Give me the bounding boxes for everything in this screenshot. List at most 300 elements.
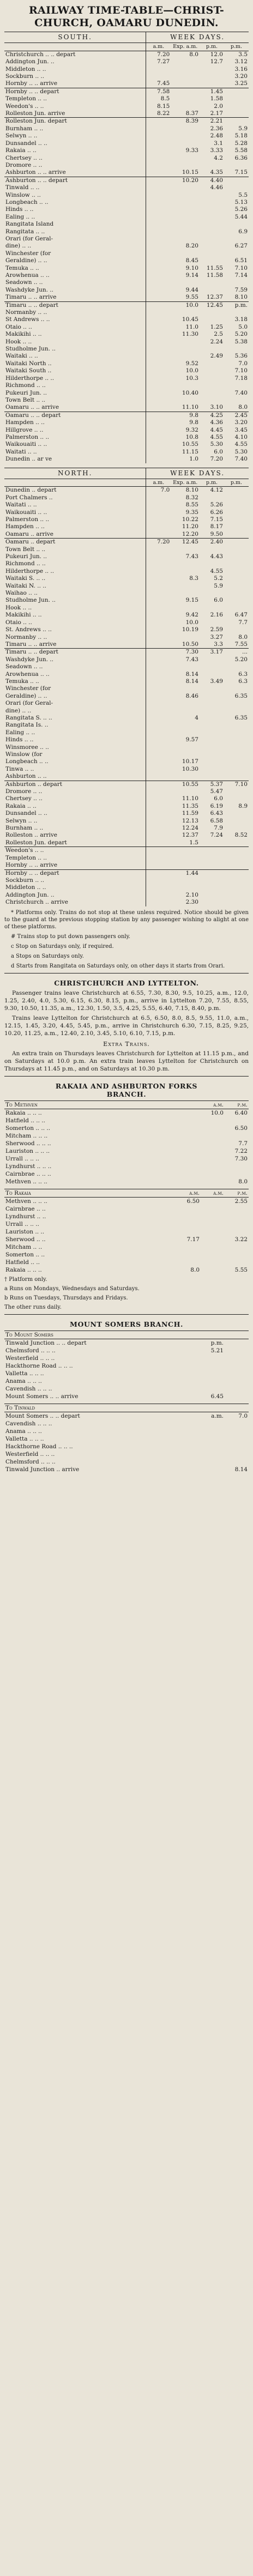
- north-time: 9.15: [185, 597, 198, 604]
- south-time: [146, 441, 171, 448]
- south-time: [171, 95, 200, 102]
- north-station: Templeton .. ..: [4, 855, 146, 862]
- south-row: [4, 192, 249, 199]
- north-time: [146, 656, 171, 663]
- north-station: Winsmoree .. ..: [4, 744, 146, 751]
- north-time: 2.10: [185, 891, 198, 898]
- south-station: Makikihi .. ..: [4, 331, 146, 338]
- south-station: Rangitata Island: [4, 221, 146, 228]
- tr-time: [177, 1228, 201, 1236]
- north-time: [146, 744, 171, 751]
- south-time: 2.17: [210, 110, 223, 117]
- north-time: [171, 847, 200, 855]
- south-station: Selwyn .. ..: [4, 132, 146, 140]
- south-time: 6.0: [214, 448, 223, 455]
- south-time: 3.1: [214, 140, 223, 147]
- north-station: St. Andrews .. ..: [4, 626, 146, 633]
- south-row: [4, 147, 249, 154]
- tw-station: Anama .. .. ..: [5, 1428, 42, 1435]
- south-time: 2.48: [210, 132, 223, 140]
- north-time: 9.57: [185, 736, 198, 743]
- north-time: [224, 729, 249, 736]
- north-time: [146, 494, 171, 501]
- tm-station: Somerton .. .. ..: [5, 1124, 51, 1132]
- north-row: [4, 523, 249, 530]
- south-station: Washdyke Jun. ..: [4, 287, 146, 294]
- north-station: Rangitata Is. ..: [4, 722, 146, 729]
- north-station: Winchester (for: [4, 685, 146, 692]
- tr-time: [201, 1228, 225, 1236]
- south-time: 8.45: [185, 257, 198, 264]
- north-time: [146, 788, 171, 795]
- note-put-down: # Trains stop to put down passengers only.: [11, 933, 131, 940]
- rakaia-heading-line2: BRANCH.: [106, 1090, 147, 1098]
- south-time: 8.22: [156, 110, 170, 117]
- north-time: [224, 604, 249, 612]
- north-time: 11.59: [182, 810, 198, 817]
- south-time: [146, 243, 171, 250]
- south-time: [224, 235, 249, 243]
- south-time: 10.40: [182, 389, 198, 396]
- south-row: [4, 51, 249, 58]
- south-station: Rolleston Jun. depart: [4, 118, 146, 125]
- south-time: [146, 228, 171, 235]
- south-time: [171, 353, 200, 360]
- south-row: [4, 419, 249, 426]
- south-time: [171, 235, 200, 243]
- north-time: [224, 766, 249, 773]
- north-time: [146, 583, 171, 590]
- south-time: [171, 66, 200, 73]
- north-time: [171, 604, 200, 612]
- south-time: 2.21: [200, 118, 224, 125]
- north-time: [146, 736, 171, 743]
- tr-time: [177, 1251, 201, 1259]
- ms-station: Anama .. .. ..: [5, 1377, 42, 1384]
- tm-time: 10.0: [210, 1109, 224, 1116]
- south-station: Geraldine) .. ..: [4, 257, 146, 264]
- south-station: Burnham .. ..: [4, 125, 146, 132]
- north-col-1: Exp. a.m.: [171, 479, 200, 486]
- north-time: [171, 560, 200, 567]
- tw-time: [201, 1428, 225, 1435]
- north-time: [171, 722, 200, 729]
- north-time: 7.30: [171, 649, 200, 656]
- north-row: [4, 649, 249, 656]
- south-row: [4, 279, 249, 286]
- tr-col-1: a.m.: [201, 1189, 225, 1197]
- north-station: Addington Jun. ..: [4, 892, 146, 899]
- tw-time: [225, 1443, 249, 1450]
- south-station: Normanby .. ..: [4, 309, 146, 316]
- tm-time: 7.7: [238, 1140, 248, 1147]
- south-row: [4, 162, 249, 169]
- south-station: Oamaru .. .. arrive: [4, 404, 146, 412]
- tm-station: Mitcham .. .. ..: [5, 1132, 48, 1139]
- south-station: Chertsey .. ..: [4, 155, 146, 162]
- north-row: [4, 832, 249, 839]
- north-time: [224, 708, 249, 715]
- north-time: [146, 685, 171, 692]
- north-time: [224, 839, 249, 847]
- tm-time: [201, 1155, 225, 1163]
- north-time: 9.42: [185, 612, 198, 619]
- south-time: 7.27: [156, 58, 170, 65]
- south-time: [146, 221, 171, 228]
- north-col-0: a.m.: [146, 479, 171, 486]
- south-row: [4, 353, 249, 360]
- tw-station: Valletta .. .. ..: [5, 1435, 44, 1442]
- south-time: [146, 346, 171, 353]
- south-time: 8.37: [185, 110, 198, 117]
- south-time: 11.55: [206, 264, 223, 271]
- north-time: 6.3: [238, 670, 248, 678]
- south-row: [4, 66, 249, 73]
- tw-time: 7.0: [238, 1412, 248, 1419]
- tm-time: 6.50: [234, 1124, 248, 1132]
- south-row: [4, 331, 249, 338]
- south-row: [4, 155, 249, 162]
- tw-station: Westerfield .. .. ..: [5, 1450, 55, 1458]
- north-station: Dunedin .. depart: [4, 487, 146, 494]
- south-time: [146, 456, 171, 463]
- north-time: [200, 899, 224, 906]
- south-station: Hook .. ..: [4, 338, 146, 346]
- north-time: [146, 773, 171, 781]
- tw-row: [4, 1428, 249, 1435]
- south-time: 10.55: [182, 441, 198, 448]
- south-row: [4, 199, 249, 206]
- note-platforms: * Platforms only. Trains do not stop at these unless required. Notice should be given to the guard at the previous stopping station by any passenger wishing to alight at one of these platforms.: [4, 909, 249, 930]
- north-time: 11.10: [182, 795, 198, 802]
- north-time: 12.45: [171, 539, 200, 546]
- ms-time: 6.45: [210, 1393, 224, 1400]
- tm-time: [201, 1170, 225, 1178]
- north-time: 6.58: [210, 817, 223, 824]
- south-station: Sockburn .. ..: [4, 73, 146, 80]
- south-time: 5.28: [234, 140, 248, 147]
- north-time: 7.55: [234, 640, 248, 648]
- south-time: 1.25: [210, 323, 223, 330]
- south-time: [146, 147, 171, 154]
- north-time: 3.49: [210, 678, 223, 685]
- south-time: [200, 66, 224, 73]
- north-time: [224, 546, 249, 553]
- north-row: [4, 634, 249, 641]
- north-time: [200, 560, 224, 567]
- south-station: Ashburton .. .. depart: [4, 177, 146, 184]
- south-station: Otaio .. ..: [4, 324, 146, 331]
- north-station: Winslow (for: [4, 751, 146, 758]
- south-time: [200, 382, 224, 389]
- south-time: 4.45: [210, 426, 223, 433]
- south-station: Winchester (for: [4, 250, 146, 257]
- south-row: [4, 404, 249, 412]
- north-time: 7.9: [214, 825, 223, 832]
- south-time: [200, 73, 224, 80]
- south-time: 1.58: [210, 95, 223, 102]
- tr-station: Urrall .. .. ..: [5, 1220, 39, 1227]
- south-row: [4, 309, 249, 316]
- north-row: [4, 869, 249, 877]
- tw-station: Tinwald Junction .. arrive: [5, 1466, 80, 1473]
- north-row: [4, 597, 249, 604]
- south-time: 10.8: [185, 433, 198, 440]
- north-time: 7.20: [146, 539, 171, 546]
- south-row: [4, 397, 249, 404]
- north-direction: NORTH.: [4, 468, 146, 479]
- north-time: 7.15: [210, 516, 223, 523]
- south-time: 6.51: [234, 257, 248, 264]
- rakaia-footnote-b: b Runs on Tuesdays, Thursdays and Fridays.: [4, 1295, 128, 1301]
- south-time: [200, 235, 224, 243]
- north-row: [4, 553, 249, 560]
- tr-time: [201, 1213, 225, 1220]
- note-saturdays-only: a Stops on Saturdays only.: [11, 953, 84, 959]
- north-time: [146, 663, 171, 670]
- north-station: Hornby .. .. depart: [4, 869, 146, 877]
- south-time: [224, 382, 249, 389]
- north-time: [224, 855, 249, 862]
- south-time: 4.40: [200, 177, 224, 184]
- note-rangitata: d Starts from Rangitata on Saturdays only, on other days it starts from Orari.: [11, 963, 225, 969]
- tr-time: [177, 1243, 201, 1251]
- south-time: [171, 162, 200, 169]
- tr-row: [4, 1205, 249, 1213]
- south-station: Waitaki North ..: [4, 360, 146, 367]
- south-time: 8.0: [238, 404, 248, 411]
- north-time: [200, 736, 224, 743]
- north-time: [146, 700, 171, 707]
- north-time: [146, 803, 171, 810]
- north-time: [224, 722, 249, 729]
- south-time: 7.0: [238, 360, 248, 367]
- south-time: [146, 118, 171, 125]
- north-time: [171, 855, 200, 862]
- north-time: [200, 700, 224, 707]
- south-time: [171, 73, 200, 80]
- south-time: 3.12: [234, 58, 248, 65]
- south-station: St Andrews .. ..: [4, 316, 146, 323]
- south-station: Hinds .. ..: [4, 206, 146, 213]
- north-time: [224, 531, 249, 539]
- south-time: [200, 192, 224, 199]
- south-station: Winslow .. ..: [4, 192, 146, 199]
- south-row: [4, 456, 249, 463]
- tm-station: Methven .. .. ..: [5, 1178, 47, 1185]
- south-time: [146, 199, 171, 206]
- north-time: [224, 539, 249, 546]
- north-time: 10.17: [182, 758, 198, 765]
- tm-time: 7.22: [234, 1147, 248, 1154]
- north-row: [4, 899, 249, 906]
- ms-row: [4, 1393, 249, 1400]
- north-time: [224, 501, 249, 509]
- north-row: [4, 583, 249, 590]
- south-row: [4, 214, 249, 221]
- south-time: [200, 206, 224, 213]
- tr-time: [201, 1243, 225, 1251]
- cl-extra-heading: Extra Trains.: [103, 1040, 150, 1048]
- north-station: Hook .. ..: [4, 604, 146, 612]
- south-time: [171, 88, 200, 95]
- south-time: [224, 309, 249, 316]
- south-time: [224, 221, 249, 228]
- south-row: [4, 184, 249, 191]
- tr-time: [225, 1220, 249, 1228]
- south-time: [146, 324, 171, 331]
- ms-row: [4, 1362, 249, 1370]
- north-time: [224, 810, 249, 817]
- north-time: [146, 899, 171, 906]
- north-time: [171, 877, 200, 884]
- south-row: [4, 265, 249, 272]
- north-time: [224, 575, 249, 582]
- tm-time: 7.30: [234, 1155, 248, 1162]
- ms-heading: MOUNT SOMERS BRANCH.: [70, 1320, 183, 1328]
- south-time: [200, 309, 224, 316]
- north-row: [4, 539, 249, 546]
- ms-station: Mount Somers .. .. arrive: [5, 1393, 79, 1400]
- south-station: Rolleston Jun. arrive: [4, 110, 146, 118]
- tw-row: [4, 1466, 249, 1473]
- tm-station: Lauriston .. .. ..: [5, 1147, 50, 1154]
- south-station: Hilderthorpe .. ..: [4, 375, 146, 382]
- south-time: [171, 184, 200, 191]
- south-col-3: p.m.: [224, 43, 249, 51]
- north-time: [146, 523, 171, 530]
- north-station: Pukeuri Jun. ..: [4, 553, 146, 560]
- north-time: [146, 722, 171, 729]
- north-row: [4, 729, 249, 736]
- south-time: [146, 353, 171, 360]
- tw-time: [201, 1466, 225, 1473]
- north-time: [146, 708, 171, 715]
- tr-time: [177, 1205, 201, 1213]
- tw-row: [4, 1443, 249, 1450]
- south-time: [146, 177, 171, 184]
- north-time: [171, 729, 200, 736]
- north-time: 11.35: [182, 802, 198, 809]
- north-row: [4, 751, 249, 758]
- ms-time: [225, 1370, 249, 1377]
- south-row: [4, 338, 249, 346]
- south-station: Temuka .. ..: [4, 265, 146, 272]
- north-station: Geraldine) .. ..: [4, 693, 146, 700]
- tr-row: [4, 1220, 249, 1228]
- south-direction: SOUTH.: [4, 32, 146, 43]
- north-row: [4, 487, 249, 494]
- north-time: [171, 685, 200, 692]
- tr-time: [201, 1197, 225, 1205]
- north-time: 10.50: [182, 640, 198, 648]
- ms-station: Chelmsford .. .. ..: [5, 1347, 56, 1354]
- south-time: 10.20: [171, 177, 200, 184]
- rakaia-footnote-daily: The other runs daily.: [4, 1304, 62, 1310]
- south-station: Richmond .. ..: [4, 382, 146, 389]
- south-time: 4.10: [234, 433, 248, 440]
- south-row: [4, 324, 249, 331]
- north-time: [200, 656, 224, 663]
- north-row: [4, 847, 249, 855]
- south-time: 3.45: [234, 426, 248, 433]
- south-row: [4, 58, 249, 65]
- south-col-0: a.m.: [146, 43, 171, 51]
- south-time: 8.10: [234, 294, 248, 301]
- north-time: [146, 818, 171, 825]
- south-time: [171, 309, 200, 316]
- cl-para-2: Trains leave Lyttelton for Christchurch at 6.5, 6.50, 8.0, 8.5, 9.55, 11.0, a.m., 12.15, 1.45, 3.20, 4.45, 5.45, p.m., arrive in Christchurch 6.30, 7.15, 8.25, 9.25, 10.20, 11.25, a.m., 12.40, 2.10, 3.45, 5.10, 6.10, 7.15, p.m.: [4, 1014, 249, 1037]
- rakaia-footnotes: [4, 1276, 249, 1311]
- south-station: Tinwald .. ..: [4, 184, 146, 191]
- north-time: [224, 516, 249, 523]
- note-saturdays-required: c Stop on Saturdays only, if required.: [11, 943, 114, 950]
- south-row: [4, 118, 249, 125]
- north-time: [224, 818, 249, 825]
- north-row: [4, 685, 249, 692]
- north-station: Ashburton .. depart: [4, 781, 146, 788]
- north-time: [200, 839, 224, 847]
- north-station: Town Belt .. ..: [4, 546, 146, 553]
- tr-time: [225, 1213, 249, 1220]
- tm-time: [201, 1147, 225, 1155]
- north-time: [224, 773, 249, 781]
- south-time: 3.5: [238, 51, 248, 58]
- south-time: 9.55: [185, 294, 198, 301]
- south-time: [146, 397, 171, 404]
- north-row: [4, 818, 249, 825]
- north-time: 4.12: [210, 487, 223, 494]
- south-time: 2.45: [224, 412, 249, 419]
- north-time: 9.35: [185, 509, 198, 516]
- south-time: 10.45: [182, 316, 198, 323]
- north-station: Richmond .. ..: [4, 560, 146, 567]
- tm-row: [4, 1124, 249, 1132]
- north-time: 7.10: [224, 781, 249, 788]
- south-time: [146, 250, 171, 257]
- south-time: 4.35: [210, 169, 223, 176]
- north-time: 7.7: [238, 619, 248, 626]
- divider: [4, 1076, 249, 1077]
- north-time: [224, 487, 249, 494]
- south-time: [146, 419, 171, 426]
- tm-station: Sherwood .. .. ..: [5, 1140, 51, 1147]
- tr-time: 8.0: [190, 1266, 200, 1273]
- rakaia-footnote-a: a Runs on Mondays, Wednesdays and Saturdays.: [4, 1285, 140, 1292]
- north-row: [4, 619, 249, 626]
- tr-time: [177, 1213, 201, 1220]
- north-time: [146, 751, 171, 758]
- tw-time: [225, 1420, 249, 1428]
- north-row: [4, 855, 249, 862]
- south-time: 6.27: [234, 243, 248, 250]
- south-time: [224, 88, 249, 95]
- north-timetable: [4, 468, 249, 906]
- tr-station: Somerton .. ..: [5, 1251, 45, 1258]
- south-time: 12.37: [206, 294, 223, 301]
- south-time: 8.39: [171, 118, 200, 125]
- south-time: [146, 427, 171, 434]
- to-tinwald-label: To Tinwald: [4, 1404, 201, 1412]
- south-time: 3.18: [234, 316, 248, 323]
- north-time: [200, 869, 224, 877]
- north-station: Arowhenua .. ..: [4, 671, 146, 678]
- south-time: 10.0: [185, 367, 198, 374]
- south-time: 5.26: [234, 206, 248, 213]
- south-time: [146, 206, 171, 213]
- to-tinwald-table: [4, 1404, 249, 1473]
- north-row: [4, 604, 249, 612]
